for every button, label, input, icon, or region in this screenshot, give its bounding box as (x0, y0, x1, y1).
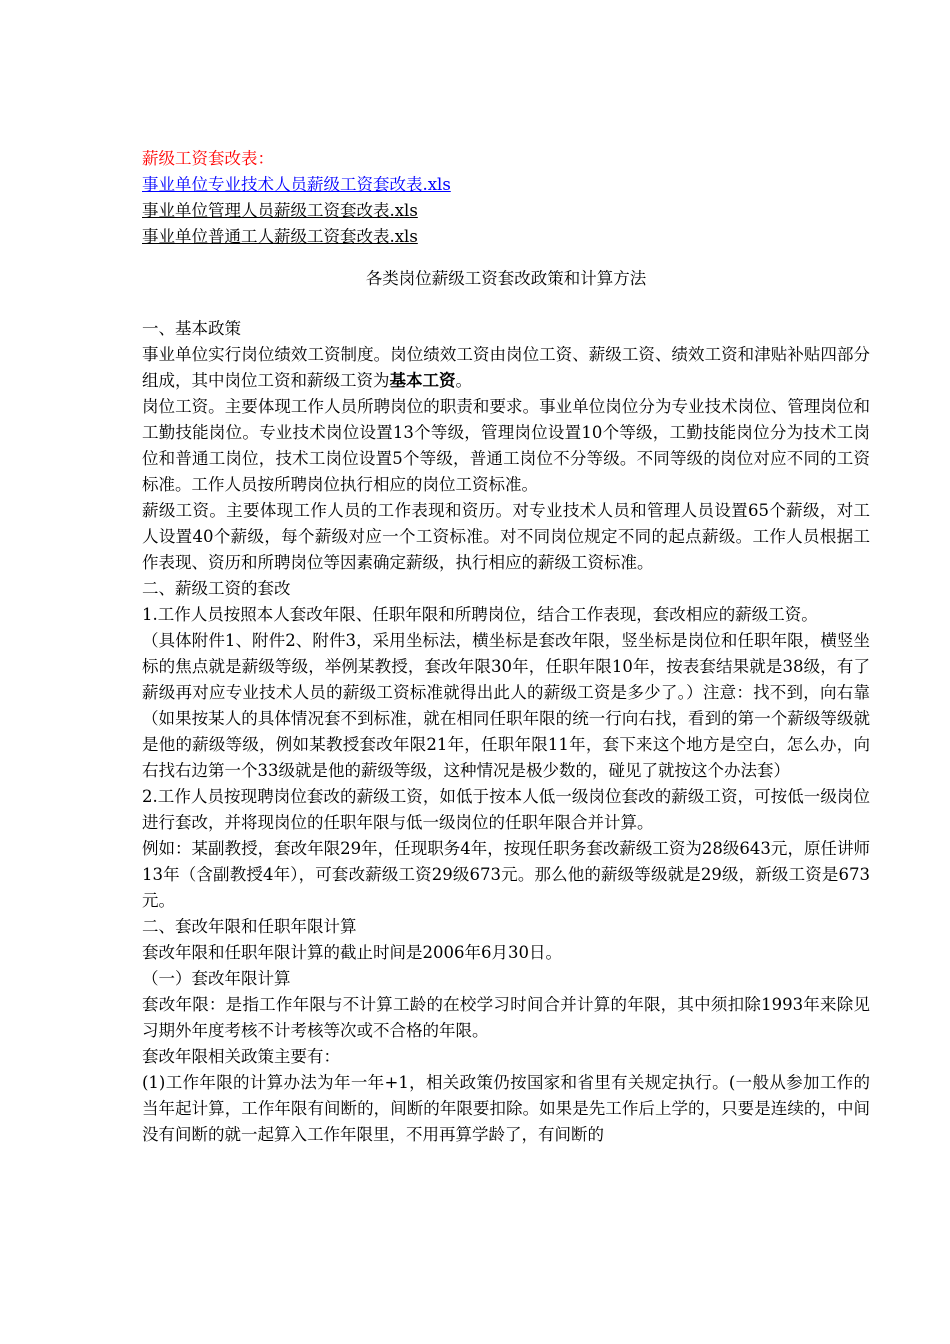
subsection-heading: （一）套改年限计算 (142, 969, 291, 988)
paragraph: 套改年限和任职年限计算的截止时间是2006年6月30日。 (142, 943, 562, 962)
header-label: 薪级工资套改表： (142, 149, 274, 168)
link-worker-xls[interactable]: 事业单位普通工人薪级工资套改表.xls (142, 227, 418, 246)
paragraph: （具体附件1、附件2、附件3，采用坐标法，横坐标是套改年限，竖坐标是岗位和任职年限，横竖坐标的焦点就是薪级等级，举例某教授，套改年限30年，任职年限10年，按表套结果就是38级，有了薪级再对应专业技术人员的薪级工资标准就得出此人的薪级工资是多少了。）注意：找不到，向右靠（如果按某人的具体情况套不到标准，就在相同任职年限的统一行向右找，看到的第一个薪级等级就是他的薪级等级，例如某教授套改年限21年，任职年限11年，套下来这个地方是空白，怎么办，向右找右边第一个33级就是他的薪级等级，这种情况是极少数的，碰见了就按这个办法套） (142, 631, 870, 780)
paragraph: 例如：某副教授，套改年限29年，任现职务4年，按现任职务套改薪级工资为28级643元，原任讲师13年（含副教授4年），可套改薪级工资29级673元。那么他的薪级等级就是29级，新级工资是673元。 (142, 839, 870, 910)
document-page (142, 146, 870, 1148)
section-heading: 一、基本政策 (142, 319, 241, 338)
paragraph: 1.工作人员按照本人套改年限、任职年限和所聘岗位，结合工作表现，套改相应的薪级工资。 (142, 605, 818, 624)
link-professional-xls[interactable]: 事业单位专业技术人员薪级工资套改表.xls (142, 175, 451, 194)
paragraph: 薪级工资。主要体现工作人员的工作表现和资历。对专业技术人员和管理人员设置65个薪级，对工人设置40个薪级，每个薪级对应一个工资标准。对不同岗位规定不同的起点薪级。工作人员根据工作表现、资历和所聘岗位等因素确定薪级，执行相应的薪级工资标准。 (142, 501, 870, 572)
section-heading: 二、套改年限和任职年限计算 (142, 917, 357, 936)
paragraph-text: 。 (455, 371, 472, 390)
paragraph: 套改年限相关政策主要有： (142, 1047, 340, 1066)
paragraph: 2.工作人员按现聘岗位套改的薪级工资，如低于按本人低一级岗位套改的薪级工资，可按低一级岗位进行套改，并将现岗位的任职年限与低一级岗位的任职年限合并计算。 (142, 787, 870, 832)
paragraph (142, 342, 870, 394)
section-heading: 二、薪级工资的套改 (142, 579, 291, 598)
document-title: 各类岗位薪级工资套改政策和计算方法 (365, 269, 647, 288)
paragraph: 套改年限：是指工作年限与不计算工龄的在校学习时间合并计算的年限，其中须扣除1993年来除见习期外年度考核不计考核等次或不合格的年限。 (142, 995, 870, 1040)
paragraph: 岗位工资。主要体现工作人员所聘岗位的职责和要求。事业单位岗位分为专业技术岗位、管理岗位和工勤技能岗位。专业技术岗位设置13个等级，管理岗位设置10个等级，工勤技能岗位分为技术工岗位和普通工岗位，技术工岗位设置5个等级，普通工岗位不分等级。不同等级的岗位对应不同的工资标准。工作人员按所聘岗位执行相应的岗位工资标准。 (142, 397, 870, 494)
paragraph: (1)工作年限的计算办法为年一年+1，相关政策仍按国家和省里有关规定执行。(一般从参加工作的当年起计算，工作年限有间断的，间断的年限要扣除。如果是先工作后上学的，只要是连续的，中间没有间断的就一起算入工作年限里，不用再算学龄了，有间断的 (142, 1073, 870, 1144)
link-management-xls[interactable]: 事业单位管理人员薪级工资套改表.xls (142, 201, 418, 220)
paragraph-text: 事业单位实行岗位绩效工资制度。岗位绩效工资由岗位工资、薪级工资、绩效工资和津贴补贴四部分组成，其中岗位工资和薪级工资为 (142, 345, 870, 390)
bold-term: 基本工资 (389, 371, 456, 390)
